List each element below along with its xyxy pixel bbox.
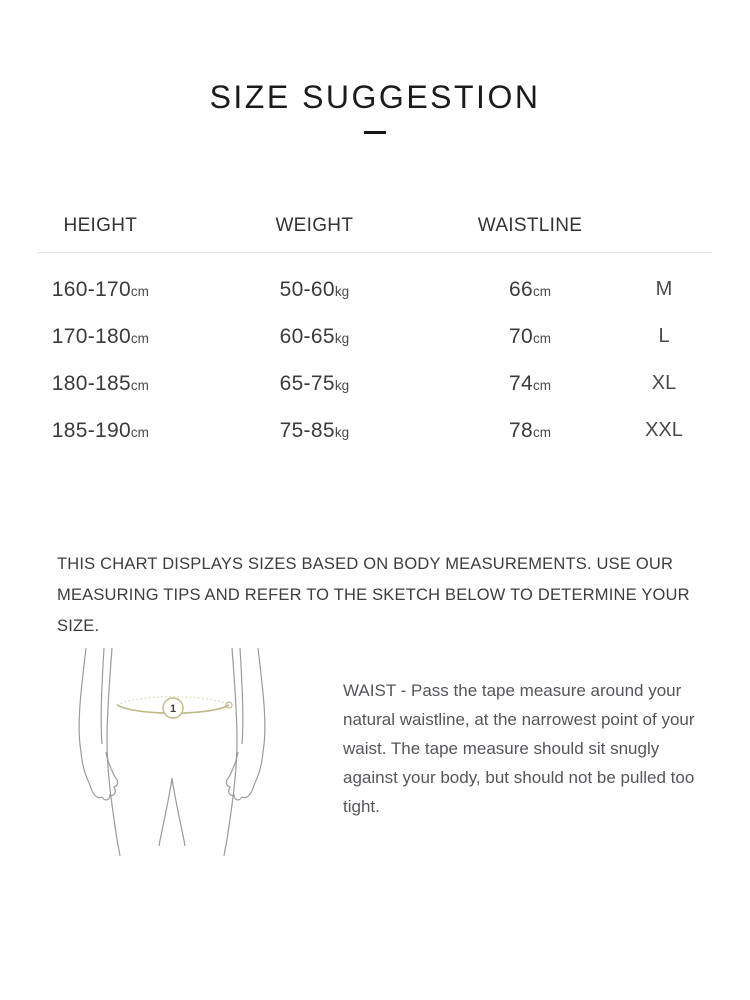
waist-marker-number: 1 <box>169 703 177 715</box>
waistline-value: 78 <box>509 418 533 442</box>
header-weight: WEIGHT <box>275 215 354 236</box>
waistline-value: 74 <box>509 371 533 395</box>
sketch-inner-legs <box>159 778 185 846</box>
sketch-left-torso-leg <box>107 648 120 856</box>
weight-value: 65-75 <box>279 371 335 395</box>
weight-value: 50-60 <box>279 277 335 301</box>
height-cell <box>38 325 163 349</box>
size-label: M <box>655 278 673 300</box>
height-value: 185-190 <box>51 418 131 442</box>
weight-unit: kg <box>334 330 350 346</box>
size-table-header-row <box>38 215 712 253</box>
body-sketch <box>55 648 320 883</box>
weight-unit: kg <box>334 377 350 393</box>
height-cell <box>38 419 163 443</box>
waistline-value: 70 <box>509 324 533 348</box>
header-waistline: WAISTLINE <box>477 215 583 236</box>
weight-cell <box>163 419 466 443</box>
sketch-right-torso-leg <box>224 648 237 856</box>
waistline-unit: cm <box>532 377 551 393</box>
size-label: XXL <box>645 419 683 441</box>
height-unit: cm <box>130 377 149 393</box>
height-cell <box>38 278 163 302</box>
table-row <box>38 266 712 313</box>
size-label: XL <box>651 372 677 394</box>
size-table-body <box>38 266 712 454</box>
weight-unit: kg <box>334 283 350 299</box>
height-value: 160-170 <box>51 277 131 301</box>
waistline-cell <box>466 325 594 349</box>
height-value: 170-180 <box>51 324 131 348</box>
waistline-value: 66 <box>509 277 533 301</box>
sketch-left-arm-inner <box>101 648 104 744</box>
height-cell <box>38 372 163 396</box>
waistline-unit: cm <box>532 330 551 346</box>
weight-cell <box>163 372 466 396</box>
weight-cell <box>163 325 466 349</box>
height-unit: cm <box>130 424 149 440</box>
waist-measure-illustration <box>55 648 320 883</box>
table-row <box>38 360 712 407</box>
waistline-unit: cm <box>532 283 551 299</box>
header-height: HEIGHT <box>63 215 138 236</box>
size-table <box>38 215 712 454</box>
weight-value: 75-85 <box>279 418 335 442</box>
waistline-cell <box>466 419 594 443</box>
height-unit: cm <box>130 283 149 299</box>
page-title: SIZE SUGGESTION <box>209 79 541 115</box>
waist-measuring-description: WAIST - Pass the tape measure around your natural waistline, at the narrowest point of your waist. The tape measure should sit snugly against your body, but should not be pulled too tight. <box>343 681 695 816</box>
waistline-cell <box>466 278 594 302</box>
sketch-right-arm <box>226 648 264 800</box>
weight-value: 60-65 <box>279 324 335 348</box>
size-label: L <box>658 325 670 347</box>
weight-unit: kg <box>334 424 350 440</box>
sketch-left-arm <box>79 648 117 800</box>
sketch-right-arm-inner <box>240 648 243 744</box>
weight-cell <box>163 278 466 302</box>
waistline-unit: cm <box>532 424 551 440</box>
table-row <box>38 407 712 454</box>
title-underline-dash <box>364 131 386 134</box>
table-row <box>38 313 712 360</box>
measuring-tips-text: THIS CHART DISPLAYS SIZES BASED ON BODY MEASUREMENTS. USE OUR MEASURING TIPS AND REFER TO THE SKETCH BELOW TO DETERMINE YOUR SIZE. <box>57 555 690 635</box>
waistline-cell <box>466 372 594 396</box>
height-unit: cm <box>130 330 149 346</box>
height-value: 180-185 <box>51 371 131 395</box>
